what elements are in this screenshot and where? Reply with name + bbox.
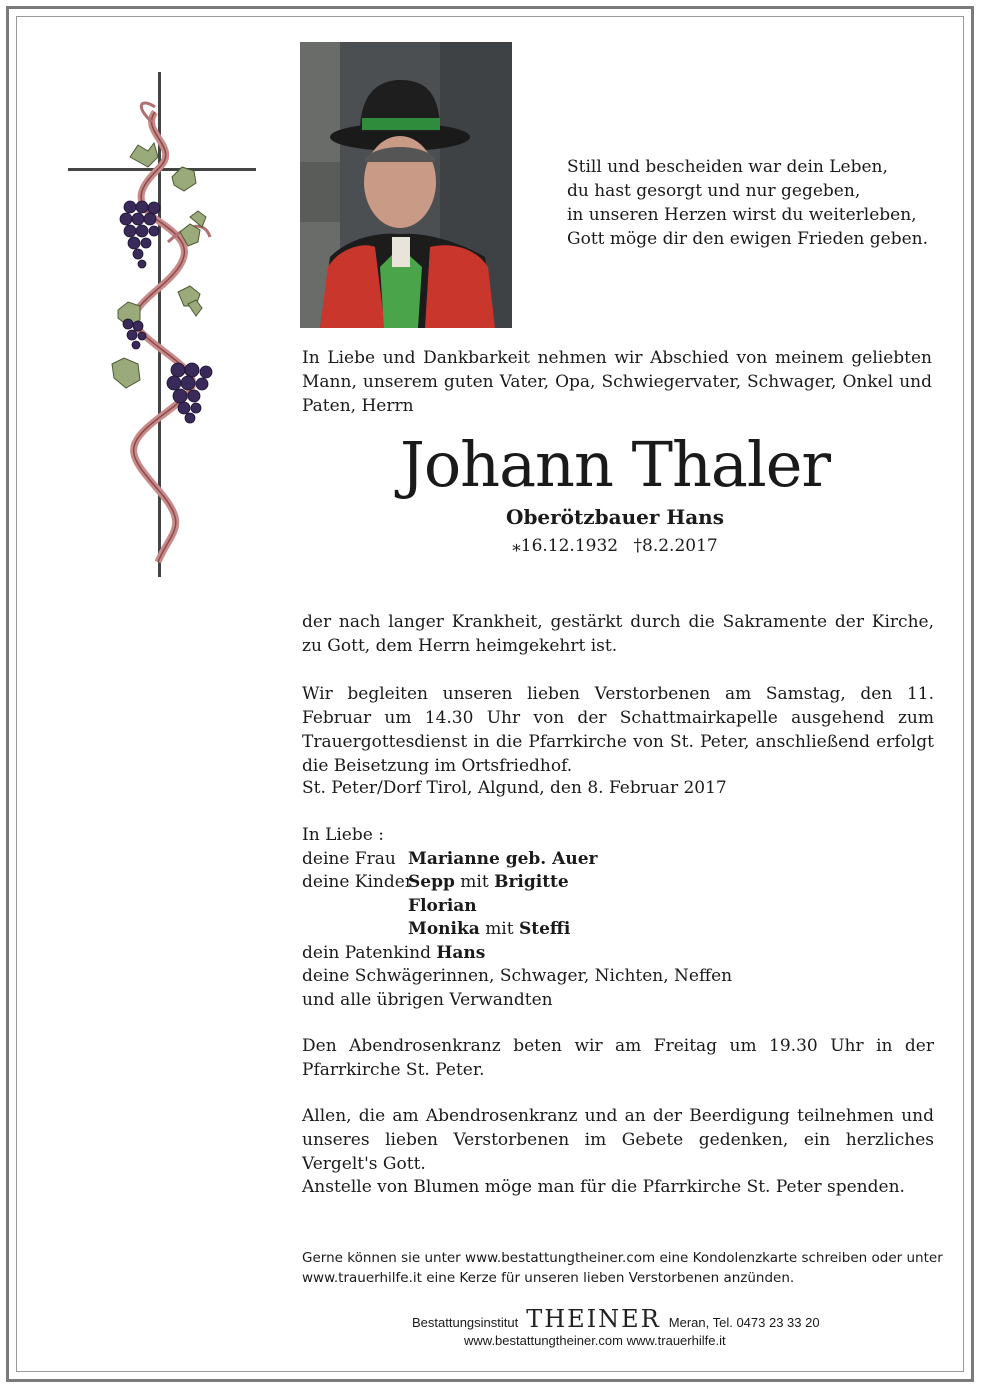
undertaker-contact: Meran, Tel. 0473 23 33 20 bbox=[668, 1315, 820, 1330]
family-heading: In Liebe : bbox=[302, 825, 384, 845]
poem-line: du hast gesorgt und nur gegeben, bbox=[567, 181, 861, 201]
funeral-text: Wir begleiten unseren lieben Verstorbenen am Samstag, den 11. Februar um 14.30 Uhr von der Schattmairkapelle ausgehend zum Trauergottesdienst in die Pfarrkirche von St. Peter, anschließend erfolgt die Beisetzung im Ortsfriedhof. bbox=[302, 684, 934, 776]
wife-label: deine Frau bbox=[302, 848, 396, 869]
poem-line: Gott möge dir den ewigen Frieden geben. bbox=[567, 229, 929, 249]
with-text: mit bbox=[485, 919, 514, 939]
condolence-note bbox=[302, 1248, 942, 1288]
child-name: Sepp bbox=[408, 872, 455, 892]
deceased-name: Johann Thaler bbox=[399, 428, 831, 501]
godchild-name: Hans bbox=[436, 942, 486, 963]
undertaker-websites: www.bestattungtheiner.com www.trauerhilfe.it bbox=[464, 1333, 726, 1348]
godchild-label: dein Patenkind bbox=[302, 942, 431, 963]
family-list bbox=[302, 824, 732, 1012]
cross-grapevine-icon bbox=[60, 72, 260, 582]
poem-line: in unseren Herzen wirst du weiterleben, bbox=[567, 205, 917, 225]
partner-name: Steffi bbox=[518, 919, 571, 939]
relatives-text: und alle übrigen Verwandten bbox=[302, 989, 553, 1010]
with-text: mit bbox=[460, 872, 489, 892]
child-name: Monika bbox=[408, 919, 480, 939]
poem bbox=[567, 155, 927, 251]
flowers-text: Anstelle von Blumen möge man für die Pfarrkirche St. Peter spenden. bbox=[302, 1177, 905, 1197]
death-notice-text: der nach langer Krankheit, gestärkt durch die Sakramente der Kirche, zu Gott, dem Herrn heimgekehrt ist. bbox=[302, 612, 934, 656]
birth-date: ⁎16.12.1932 bbox=[512, 536, 619, 556]
deceased-nickname: Oberötzbauer Hans bbox=[506, 505, 724, 529]
condolence-line: www.trauerhilfe.it eine Kerze für unseren lieben Verstorbenen anzünden. bbox=[302, 1270, 795, 1286]
portrait-photo bbox=[300, 42, 512, 328]
wife-name: Marianne geb. Auer bbox=[408, 848, 598, 869]
intro-text: In Liebe und Dankbarkeit nehmen wir Abschied von meinem geliebten Mann, unserem guten Vater, Opa, Schwiegervater, Schwager, Onkel und Paten, Herrn bbox=[302, 348, 932, 416]
condolence-line: Gerne können sie unter www.bestattungtheiner.com eine Kondolenzkarte schreiben oder unter bbox=[302, 1250, 943, 1266]
death-date: †8.2.2017 bbox=[633, 536, 718, 556]
undertaker-prefix: Bestattungsinstitut bbox=[412, 1315, 519, 1330]
rosary-text: Den Abendrosenkranz beten wir am Freitag um 19.30 Uhr in der Pfarrkirche St. Peter. bbox=[302, 1036, 934, 1080]
in-laws-text: deine Schwägerinnen, Schwager, Nichten, Neffen bbox=[302, 966, 733, 986]
partner-name: Brigitte bbox=[494, 872, 569, 892]
child-name: Florian bbox=[408, 895, 477, 916]
undertaker-logo: THEINER bbox=[526, 1305, 661, 1333]
thanks-text: Allen, die am Abendrosenkranz und an der Beerdigung teilnehmen und unseres lieben Verstorbenen im Gebete gedenken, ein herzliches Vergelt's Gott. bbox=[302, 1106, 934, 1174]
poem-line: Still und bescheiden war dein Leben, bbox=[567, 157, 888, 177]
life-dates bbox=[300, 534, 930, 558]
undertaker-block bbox=[412, 1306, 832, 1350]
children-label: deine Kinder bbox=[302, 872, 413, 892]
place-date-text: St. Peter/Dorf Tirol, Algund, den 8. Februar 2017 bbox=[302, 778, 727, 798]
